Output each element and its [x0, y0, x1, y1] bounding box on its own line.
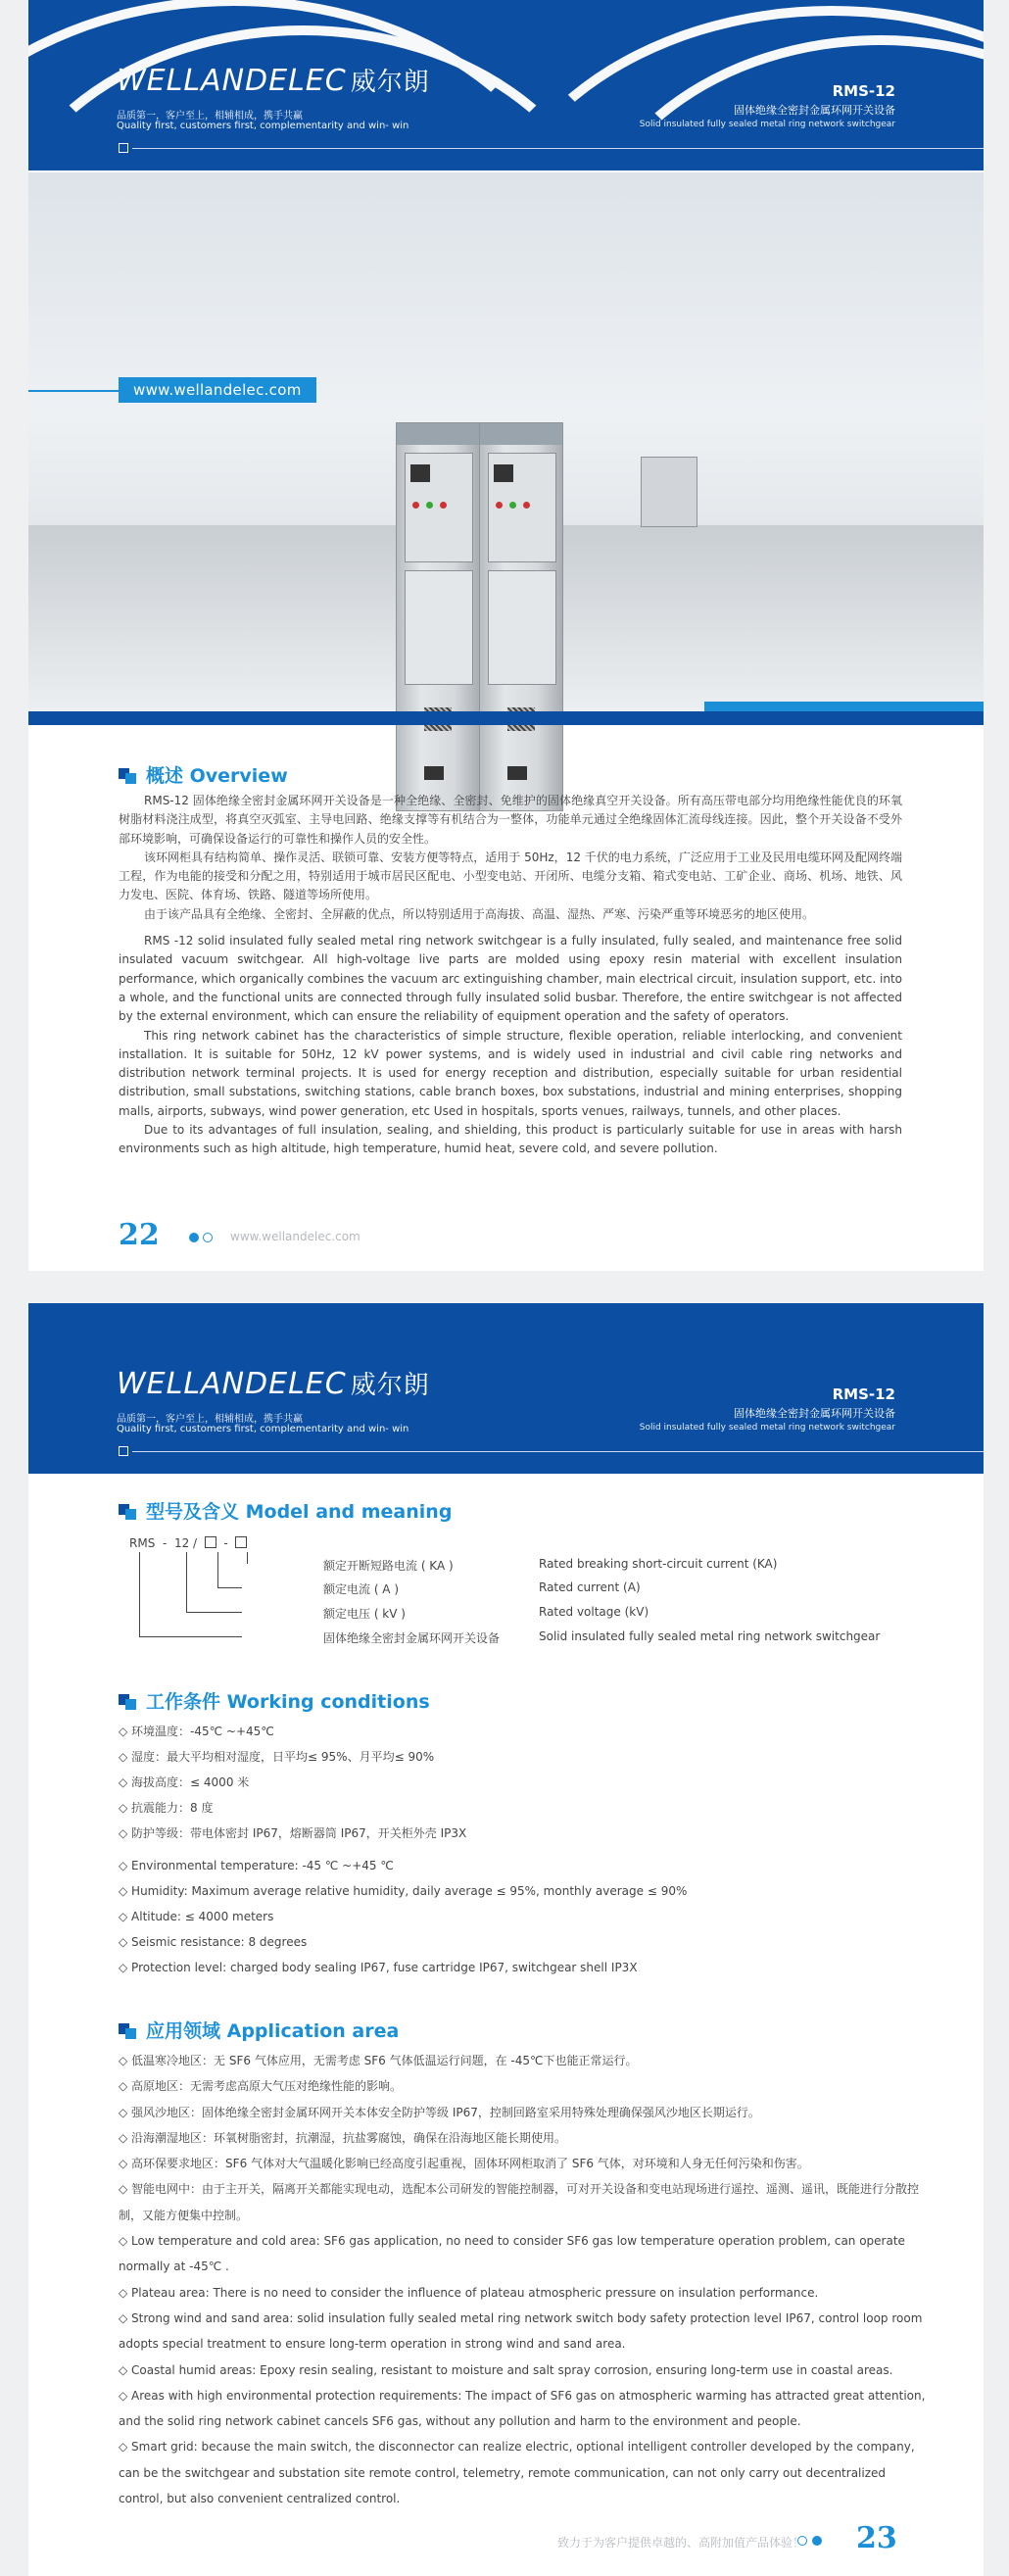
website-url-badge[interactable]: www.wellandelec.com	[119, 377, 316, 403]
page-number: 23	[856, 2521, 897, 2555]
overview-title: 概述 Overview	[119, 761, 288, 788]
slogan-en: Quality first, customers first, complementarity and win- win	[117, 1424, 409, 1434]
work-conditions-en	[119, 1853, 932, 1980]
brand-logo: WELLANDELEC 威尔朗	[117, 64, 430, 98]
product-name-en: Solid insulated fully sealed metal ring network switchgear	[639, 120, 895, 129]
list-item: ◇ 环境温度：-45℃ ~+45℃	[119, 1725, 274, 1738]
list-item: ◇ 高原地区：无需考虑高原大气压对绝缘性能的影响。	[119, 2079, 403, 2094]
list-item: ◇ 海拔高度：≤ 4000 米	[119, 1775, 250, 1789]
overview-paragraph: 该环网柜具有结构简单、操作灵活、联锁可靠、安装方便等特点，适用于 50Hz，12 千伏的电力系统，广泛应用于工业及民用电缆环网及配网终端工程，作为电能的接受和分配之用，特别适用于城市居民区配电、小型变电站、开闭所、电缆分支箱、箱式变电站、工矿企业、商场、机场、地铁、风力发电、医院、体育场、铁路、隧道等场所使用。	[119, 850, 902, 902]
list-item: ◇ Coastal humid areas: Epoxy resin sealing, resistant to moisture and salt spray corrosion, ensuring long-term use in coastal areas.	[119, 2362, 893, 2377]
list-item: ◇ 湿度：最大平均相对湿度，日平均≤ 95%、月平均≤ 90%	[119, 1750, 435, 1764]
section-square-icon	[119, 2023, 138, 2039]
image-bottom-bar	[28, 711, 984, 725]
product-name-en: Solid insulated fully sealed metal ring network switchgear	[639, 1423, 895, 1433]
work-title: 工作条件 Working conditions	[119, 1687, 430, 1714]
ring-icon	[797, 2536, 807, 2546]
model-item-en: Rated breaking short-circuit current (KA)	[539, 1557, 778, 1571]
header-divider	[132, 1451, 984, 1452]
model-meaning-diagram	[129, 1536, 913, 1654]
list-item: ◇ Plateau area: There is no need to consider the influence of plateau atmospheric pressure on insulation performance.	[119, 2285, 819, 2300]
list-item: ◇ 智能电网中：由于主开关，隔离开关都能实现电动，选配本公司研发的智能控制器，可对开关设备和变电站现场进行遥控、遥测、遥讯，既能进行分散控制，又能方便集中控制。	[119, 2182, 920, 2222]
model-title: 型号及含义 Model and meaning	[119, 1497, 452, 1524]
page-header	[28, 1303, 984, 1474]
section-square-icon	[119, 768, 138, 784]
list-item: ◇ 高环保要求地区：SF6 气体对大气温暖化影响已经高度引起重视，固体环网柜取消了 SF6 气体，对环境和人身无任何污染和伤害。	[119, 2157, 809, 2171]
hero-image	[28, 172, 984, 711]
url-line	[28, 390, 119, 392]
product-model: RMS-12	[832, 82, 895, 100]
model-item-cn: 固体绝缘全密封金属环网开关设备	[323, 1631, 501, 1645]
catalog-page-23	[28, 1303, 984, 2576]
brand-logo: WELLANDELEC 威尔朗	[117, 1367, 430, 1401]
list-item: ◇ Environmental temperature: -45 ℃ ~+45 ℃	[119, 1859, 394, 1872]
dot-icon	[189, 1233, 199, 1242]
list-item: ◇ 沿海潮湿地区：环氧树脂密封，抗潮湿，抗盐雾腐蚀，确保在沿海地区能长期使用。	[119, 2130, 567, 2145]
dot-icon	[812, 2536, 822, 2546]
model-item-en: Rated voltage (kV)	[539, 1605, 649, 1619]
list-item: ◇ Protection level: charged body sealing IP67, fuse cartridge IP67, switchgear shell IP3X	[119, 1961, 638, 1974]
catalog-page-22	[28, 0, 984, 1271]
ring-icon	[203, 1233, 213, 1242]
overview-paragraph: This ring network cabinet has the characteristics of simple structure, flexible operation, reliable interlocking, and convenient installation. It is suitable for 50Hz, 12 kV power systems, and is widely used in industrial and civil cable ring networks and distribution network terminal projects. It is used for energy reception and distribution, especially suitable for urban residential distribution, small substations, switching stations, cable branch boxes, box substations, industrial and mining enterprises, shopping malls, airports, subways, wind power generation, etc Used in hospitals, sports venues, railways, tunnels, and other places.	[119, 1028, 902, 1118]
list-item: ◇ Seismic resistance: 8 degrees	[119, 1935, 308, 1949]
overview-paragraph: RMS-12 固体绝缘全密封金属环网开关设备是一种全绝缘、全密封、免维护的固体绝缘真空开关设备。所有高压带电部分均用绝缘性能优良的环氧树脂材料浇注成型，将真空灭弧室、主导电回路、绝缘支撑等有机结合为一整体，功能单元通过全绝缘固体汇流母线连接。因此，整个开关设备不受外部环境影响，可确保设备运行的可靠性和操作人员的安全性。	[119, 794, 902, 846]
side-control-box	[641, 457, 697, 527]
work-conditions-cn	[119, 1719, 932, 1846]
list-item: ◇ 强风沙地区：固体绝缘全密封金属环网开关本体安全防护等级 IP67，控制回路室采用特殊处理确保强风沙地区长期运行。	[119, 2105, 760, 2119]
page-number: 22	[119, 1218, 160, 1252]
list-item: ◇ 低温寒冷地区：无 SF6 气体应用，无需考虑 SF6 气体低温运行问题，在 -45℃下也能正常运行。	[119, 2054, 638, 2067]
section-square-icon	[119, 1694, 138, 1710]
model-item-cn: 额定电压 ( kV )	[323, 1607, 406, 1621]
product-heading	[640, 1385, 895, 1433]
overview-paragraph: RMS -12 solid insulated fully sealed metal ring network switchgear is a fully insulated, fully sealed, and maintenance free solid insulated vacuum switchgear. All high-voltage live parts are molded using epoxy resin material with excellent insulation performance, which organically combines the vacuum arc extinguishing chamber, main electrical circuit, insulation support, etc. into a whole, and the functional units are connected through fully insulated solid busbar. Therefore, the entire switchgear is not affected by the external environment, which can ensure the reliability of equipment operation and the safety of operators.	[119, 934, 902, 1024]
list-item: ◇ Smart grid: because the main switch, the disconnector can realize electric, optional intelligent controller developed by the company, can be the switchgear and substation site remote control, telemetry, remote communication, can not only carry out decentralized control, but also convenient centralized control.	[119, 2440, 915, 2506]
overview-paragraph: Due to its advantages of full insulation, sealing, and shielding, this product is particularly suitable for use in areas with harsh environments such as high altitude, high temperature, humid heat, severe cold, and severe pollution.	[119, 1123, 902, 1156]
model-item-en: Solid insulated fully sealed metal ring network switchgear	[539, 1629, 881, 1643]
list-item: ◇ Humidity: Maximum average relative humidity, daily average ≤ 95%, monthly average ≤ 90%	[119, 1884, 688, 1898]
slogan-cn: 品质第一，客户至上，相辅相成，携手共赢	[117, 1414, 303, 1425]
switchgear-cabinet-right	[479, 422, 563, 811]
footer-tagline: 致力于为客户提供卓越的、高附加值产品体验！	[557, 2536, 805, 2550]
overview-paragraph: 由于该产品具有全绝缘、全密封、全屏蔽的优点，所以特别适用于高海拔、高温、湿热、严寒、污染严重等环境恶劣的地区使用。	[144, 906, 815, 921]
slogan-en: Quality first, customers first, complementarity and win- win	[117, 121, 409, 131]
list-item: ◇ Areas with high environmental protection requirements: The impact of SF6 gas on atmospheric warming has attracted great attention, and the solid ring network cabinet cancels SF6 gas, without any pollution and harm to the environment and people.	[119, 2388, 926, 2429]
list-item: ◇ Altitude: ≤ 4000 meters	[119, 1910, 274, 1923]
square-marker-icon	[119, 1446, 128, 1456]
list-item: ◇ 抗震能力：8 度	[119, 1801, 214, 1815]
application-cn	[119, 2048, 927, 2511]
model-code: RMS - 12 / -	[129, 1536, 247, 1550]
slogan-cn: 品质第一，客户至上，相辅相成，携手共赢	[117, 111, 303, 122]
model-item-en: Rated current (A)	[539, 1580, 641, 1594]
product-name-cn: 固体绝缘全密封金属环网开关设备	[734, 1407, 895, 1420]
switchgear-cabinet-left	[396, 422, 480, 811]
model-item-cn: 额定电流 ( A )	[323, 1582, 400, 1596]
overview-text	[119, 792, 902, 1159]
footer-url[interactable]: www.wellandelec.com	[230, 1230, 360, 1243]
list-item: ◇ Strong wind and sand area: solid insulation fully sealed metal ring network switch body safety protection level IP67, control loop room adopts special treatment to ensure long-term operation in strong wind and sand area.	[119, 2310, 923, 2352]
application-title: 应用领域 Application area	[119, 2017, 399, 2043]
section-square-icon	[119, 1504, 138, 1520]
model-item-cn: 额定开断短路电流 ( KA )	[323, 1559, 454, 1573]
list-item: ◇ Low temperature and cold area: SF6 gas application, no need to consider SF6 gas low temperature operation problem, can operate normally at -45℃ .	[119, 2234, 905, 2274]
product-model: RMS-12	[832, 1385, 895, 1403]
list-item: ◇ 防护等级：带电体密封 IP67，熔断器筒 IP67，开关柜外壳 IP3X	[119, 1826, 467, 1840]
product-name-cn: 固体绝缘全密封金属环网开关设备	[734, 104, 895, 117]
